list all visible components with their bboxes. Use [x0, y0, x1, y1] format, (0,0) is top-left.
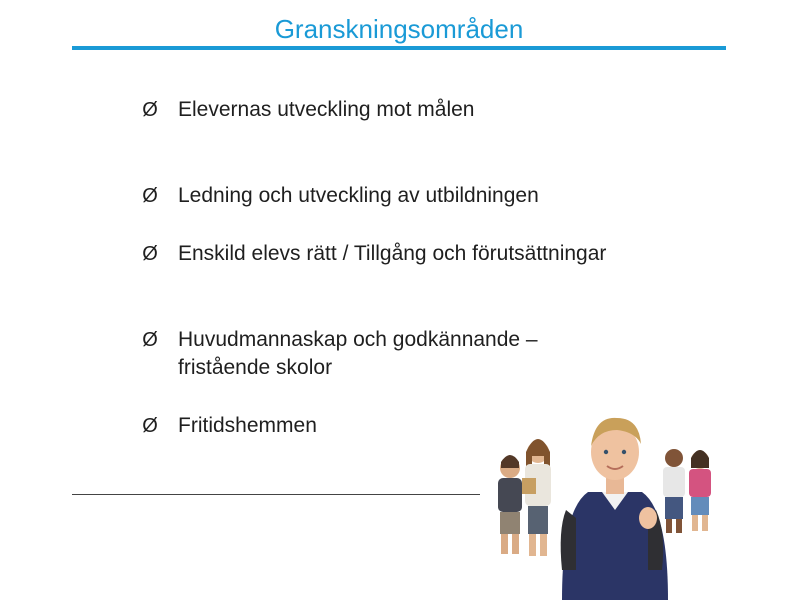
- bullet-item: [140, 240, 618, 268]
- arrow-bullet-icon: Ø: [142, 185, 158, 207]
- child-left: [498, 455, 522, 554]
- bottom-divider: [72, 494, 480, 495]
- bullet-text: Huvudmannaskap och godkännande – fristående skolor: [178, 328, 538, 379]
- bullet-item: [140, 326, 618, 382]
- bullet-text: Elevernas utveckling mot målen: [178, 98, 475, 121]
- arrow-bullet-icon: Ø: [142, 243, 158, 265]
- title-underline: [72, 46, 726, 50]
- bullet-text: Ledning och utveckling av utbildningen: [178, 184, 539, 207]
- child-right-2: [689, 450, 711, 531]
- slide-title: Granskningsområden: [274, 14, 524, 44]
- arrow-bullet-icon: Ø: [142, 99, 158, 121]
- schoolchildren-photo: [470, 400, 730, 600]
- arrow-bullet-icon: Ø: [142, 415, 158, 437]
- bullet-item: [140, 96, 618, 124]
- child-right-1: [663, 449, 685, 533]
- bullet-text: Enskild elevs rätt / Tillgång och förutsättningar: [178, 242, 607, 265]
- bullet-item: [140, 182, 618, 210]
- arrow-bullet-icon: Ø: [142, 329, 158, 351]
- bullet-text: Fritidshemmen: [178, 414, 317, 437]
- child-girl: [522, 439, 551, 556]
- main-boy: [561, 418, 668, 600]
